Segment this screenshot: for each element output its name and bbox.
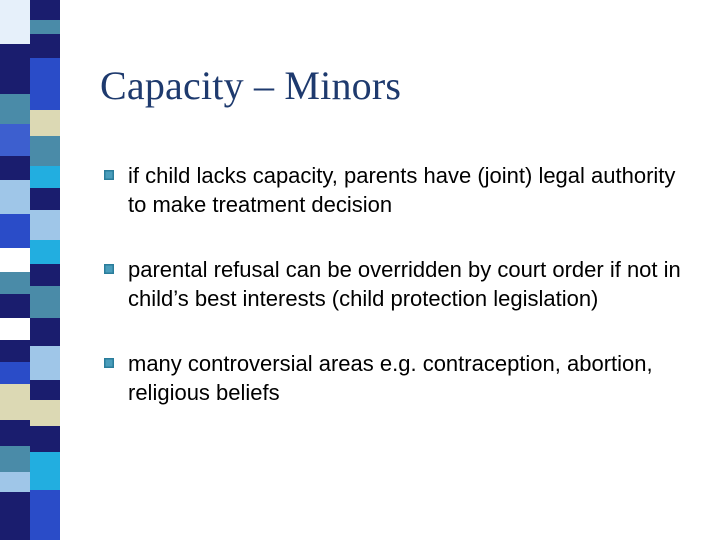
square-bullet-icon xyxy=(104,170,114,180)
bullet-item xyxy=(104,349,684,407)
square-bullet-icon xyxy=(104,358,114,368)
bullet-item xyxy=(104,161,684,219)
bullet-text: parental refusal can be overridden by court order if not in child’s best interests (child protection legislation) xyxy=(128,257,681,311)
bullet-text: if child lacks capacity, parents have (joint) legal authority to make treatment decision xyxy=(128,163,676,217)
decorative-stripe-border xyxy=(0,0,60,540)
slide-title: Capacity – Minors xyxy=(100,63,402,108)
bullet-item xyxy=(104,255,684,313)
square-bullet-icon xyxy=(104,264,114,274)
bullet-text: many controversial areas e.g. contraception, abortion, religious beliefs xyxy=(128,351,653,405)
bullet-list xyxy=(104,161,684,407)
